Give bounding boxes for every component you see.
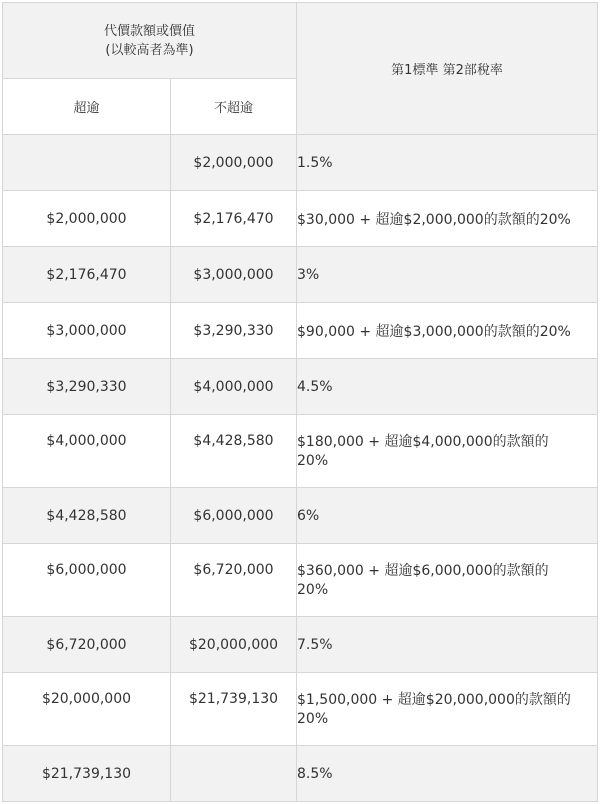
cell-over: $21,739,130 — [3, 746, 171, 802]
table-row — [3, 191, 598, 247]
table-row — [3, 673, 598, 746]
table-row — [3, 359, 598, 415]
cell-not-over: $3,290,330 — [171, 303, 297, 359]
cell-rate-line1: $180,000 + 超逾$4,000,000的款額的 — [297, 434, 549, 450]
cell-rate — [297, 544, 598, 617]
cell-not-over: $6,000,000 — [171, 488, 297, 544]
cell-rate-line2: 20% — [297, 453, 329, 469]
cell-over: $4,000,000 — [3, 415, 171, 488]
table-row — [3, 488, 598, 544]
cell-rate — [297, 673, 598, 746]
cell-over: $2,176,470 — [3, 247, 171, 303]
cell-rate: $30,000 + 超逾$2,000,000的款額的20% — [297, 191, 598, 247]
cell-rate-line2: 20% — [297, 711, 329, 727]
cell-rate: 3% — [297, 247, 598, 303]
cell-over: $20,000,000 — [3, 673, 171, 746]
cell-over: $6,000,000 — [3, 544, 171, 617]
cell-rate: 1.5% — [297, 135, 598, 191]
cell-rate-line1: $1,500,000 + 超逾$20,000,000的款額的 — [297, 692, 571, 708]
cell-not-over — [171, 746, 297, 802]
header-amount-line2: (以較高者為準) — [105, 42, 194, 58]
cell-not-over: $2,000,000 — [171, 135, 297, 191]
cell-rate: $90,000 + 超逾$3,000,000的款額的20% — [297, 303, 598, 359]
stamp-duty-rate-table — [2, 2, 598, 802]
table-row — [3, 135, 598, 191]
cell-rate-line1: $360,000 + 超逾$6,000,000的款額的 — [297, 563, 549, 579]
cell-not-over: $4,000,000 — [171, 359, 297, 415]
cell-rate — [297, 415, 598, 488]
table-row — [3, 247, 598, 303]
cell-over: $6,720,000 — [3, 617, 171, 673]
table-row — [3, 617, 598, 673]
cell-not-over: $6,720,000 — [171, 544, 297, 617]
header-amount-or-value — [3, 3, 297, 79]
cell-rate: 8.5% — [297, 746, 598, 802]
cell-over: $3,290,330 — [3, 359, 171, 415]
cell-not-over: $21,739,130 — [171, 673, 297, 746]
cell-over: $2,000,000 — [3, 191, 171, 247]
table-row — [3, 746, 598, 802]
header-not-over: 不超逾 — [171, 79, 297, 135]
table-row — [3, 544, 598, 617]
cell-rate: 4.5% — [297, 359, 598, 415]
header-amount-line1: 代價款額或價值 — [104, 23, 196, 39]
cell-not-over: $3,000,000 — [171, 247, 297, 303]
header-rate: 第1標準 第2部稅率 — [297, 3, 598, 135]
cell-rate: 6% — [297, 488, 598, 544]
cell-not-over: $4,428,580 — [171, 415, 297, 488]
cell-over — [3, 135, 171, 191]
cell-rate-line2: 20% — [297, 582, 329, 598]
table-row — [3, 303, 598, 359]
cell-over: $4,428,580 — [3, 488, 171, 544]
cell-over: $3,000,000 — [3, 303, 171, 359]
table-row — [3, 415, 598, 488]
cell-not-over: $2,176,470 — [171, 191, 297, 247]
cell-not-over: $20,000,000 — [171, 617, 297, 673]
table-header-row — [3, 3, 598, 79]
header-over: 超逾 — [3, 79, 171, 135]
cell-rate: 7.5% — [297, 617, 598, 673]
